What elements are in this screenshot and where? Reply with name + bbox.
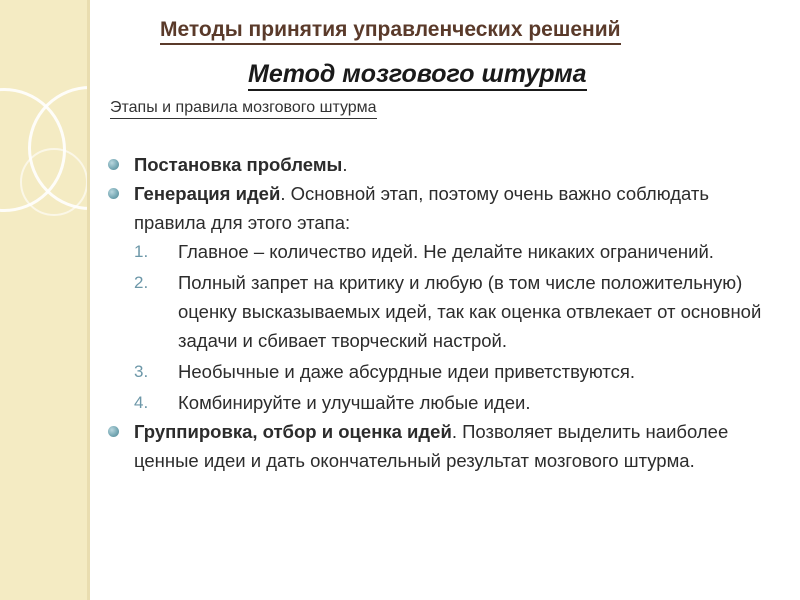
number-marker: 1. — [134, 242, 149, 261]
bullet-bold-text: Генерация идей — [134, 183, 281, 204]
numbered-item — [108, 357, 768, 386]
bullet-text: . Основной этап, поэтому очень важно соблюдать правила для этого этапа: — [134, 183, 709, 233]
bullet-item — [108, 150, 768, 179]
numbered-item — [108, 237, 768, 266]
bullet-icon — [108, 188, 119, 199]
bullet-icon — [108, 159, 119, 170]
subtitle: Этапы и правила мозгового штурма — [110, 98, 377, 119]
number-marker: 4. — [134, 393, 149, 412]
number-marker: 3. — [134, 362, 149, 381]
numbered-item-text: Необычные и даже абсурдные идеи приветствуются. — [178, 361, 635, 382]
numbered-item-text: Главное – количество идей. Не делайте никаких ограничений. — [178, 241, 714, 262]
slide-title: Методы принятия управленческих решений — [160, 18, 621, 45]
numbered-item-text: Комбинируйте и улучшайте любые идеи. — [178, 392, 531, 413]
bullet-icon — [108, 426, 119, 437]
section-title: Метод мозгового штурма — [248, 60, 587, 91]
numbered-item — [108, 268, 768, 355]
bullet-item — [108, 417, 768, 475]
slide-content — [108, 150, 768, 475]
decorative-circle — [20, 148, 88, 216]
bullet-text: . — [342, 154, 348, 175]
bullet-bold-text: Группировка, отбор и оценка идей — [134, 421, 452, 442]
bullet-bold-text: Постановка проблемы — [134, 154, 343, 175]
bullet-item — [108, 179, 768, 237]
numbered-item-text: Полный запрет на критику и любую (в том числе положительную) оценку высказываемых идей, так как оценка отвлекает от основной задачи и сбивает творческий настрой. — [178, 272, 762, 351]
numbered-list — [108, 237, 768, 417]
decorative-side-band — [0, 0, 90, 600]
number-marker: 2. — [134, 273, 149, 292]
numbered-item — [108, 388, 768, 417]
bullet-text: . Позволяет выделить наиболее ценные идеи и дать окончательный результат мозгового штурма. — [134, 421, 729, 471]
